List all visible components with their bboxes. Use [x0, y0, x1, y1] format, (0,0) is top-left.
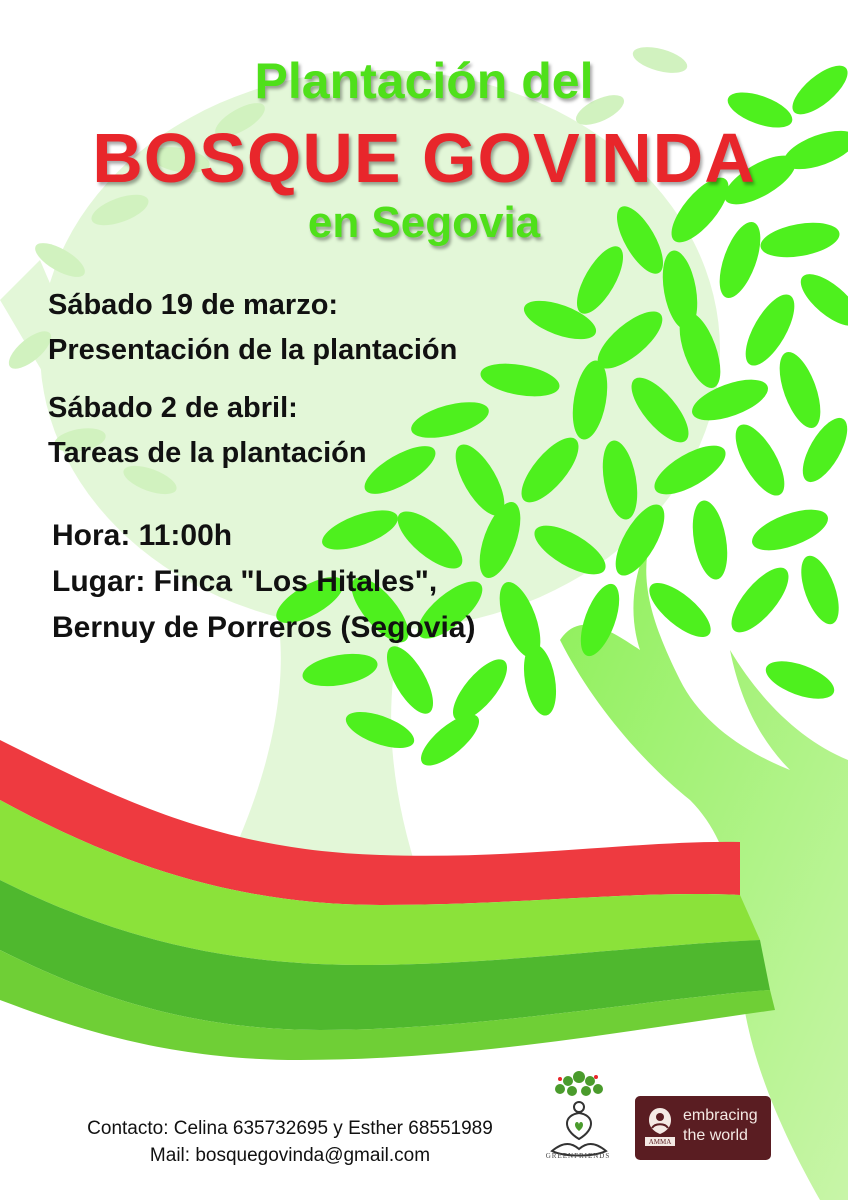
- event-details: [52, 513, 475, 651]
- event-1-date: Sábado 19 de marzo:: [48, 289, 339, 321]
- contact-mail[interactable]: Mail: bosquegovinda@gmail.com: [149, 1145, 431, 1166]
- amma-emblem-icon: [643, 1104, 677, 1150]
- greenfriends-logo-icon: [540, 1065, 618, 1165]
- title-line-2: BOSQUE GOVINDA: [92, 119, 756, 197]
- event-time: Hora: 11:00h: [52, 519, 233, 552]
- event-1: [48, 283, 457, 373]
- title-line-3: en Segovia: [307, 198, 541, 247]
- amma-tagline: [683, 1106, 758, 1146]
- event-1-activity: Presentación de la plantación: [48, 334, 458, 366]
- amma-small-label: AMMA: [648, 1138, 672, 1146]
- event-2: [48, 386, 367, 476]
- event-place-line-2: Bernuy de Porreros (Segovia): [52, 611, 476, 644]
- contact-phones: Contacto: Celina 635732695 y Esther 68551989: [87, 1118, 493, 1139]
- title-line-1: Plantación del: [254, 53, 594, 109]
- amma-tagline-line-2: the world: [683, 1127, 748, 1144]
- event-2-date: Sábado 2 de abril:: [48, 392, 298, 424]
- greenfriends-label: GREENFRIENDS: [545, 1152, 611, 1160]
- amma-logo: [635, 1096, 771, 1160]
- contact-block: [40, 1115, 540, 1169]
- event-place-line-1: Lugar: Finca "Los Hitales",: [52, 565, 438, 598]
- event-2-activity: Tareas de la plantación: [48, 437, 367, 469]
- amma-tagline-line-1: embracing: [683, 1107, 758, 1124]
